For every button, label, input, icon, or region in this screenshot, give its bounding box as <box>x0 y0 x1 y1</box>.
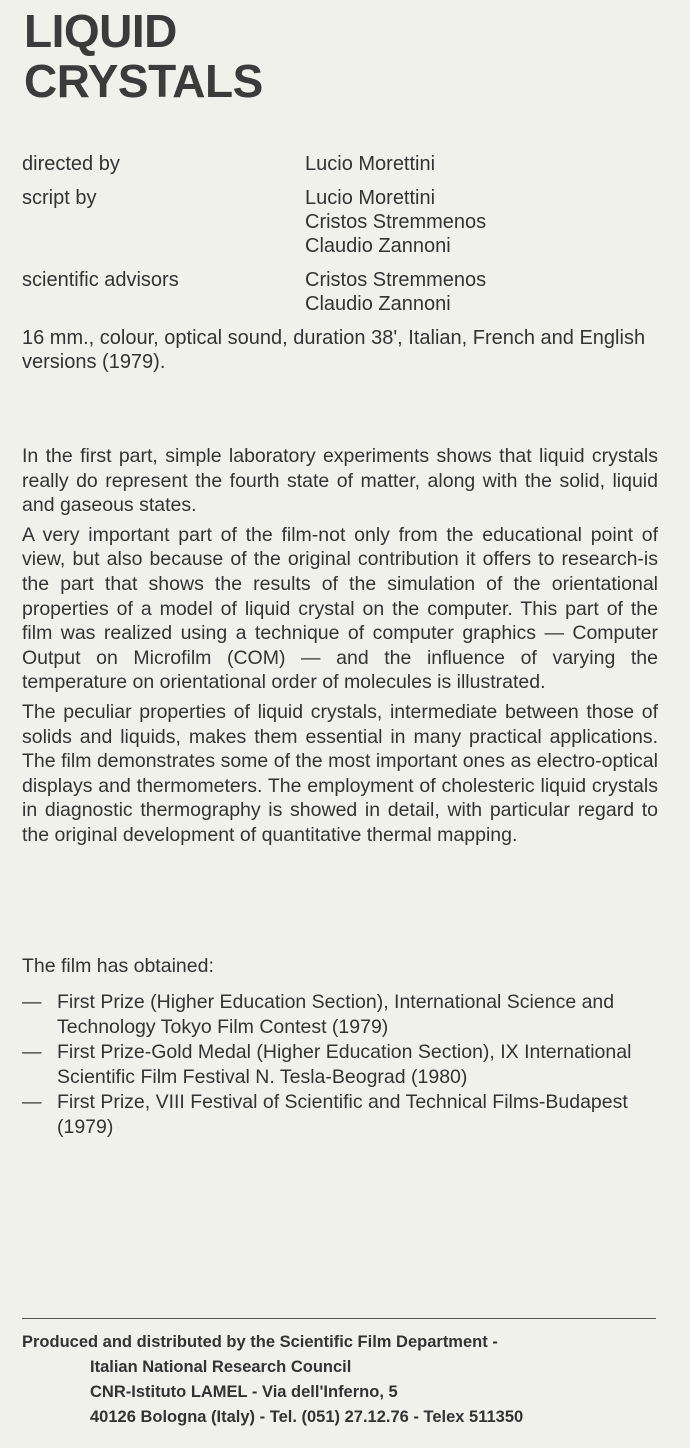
footer-line-contact: 40126 Bologna (Italy) - Tel. (051) 27.12.76 - Telex 511350 <box>90 1408 524 1426</box>
credit-row-scientific-advisors <box>22 268 662 316</box>
award-text: First Prize (Higher Education Section), International Science and Technology Tokyo Film Contest (1979) <box>57 991 615 1038</box>
credit-row-script-by <box>22 186 662 258</box>
award-dash: — <box>22 1091 42 1114</box>
credit-label: scientific advisors <box>22 269 179 291</box>
credit-name: Lucio Morettini <box>305 153 436 175</box>
credits-block <box>22 152 662 326</box>
footer-line-producer: Produced and distributed by the Scientific Film Department - <box>22 1333 498 1351</box>
producer-footer <box>22 1330 662 1430</box>
description-paragraph: A very important part of the film-not only from the educational point of view, but also because of the original contribution it offers to research-is the part that shows the results of the simulation of the orientational properties of a model of liquid crystal on the computer. This part of the film was realized using a technique of computer graphics — Computer Output on Microfilm (COM) — and the influence of varying the temperature on orientational order of molecules is illustrated. <box>22 523 658 694</box>
awards-list <box>22 990 658 1141</box>
credit-name: Lucio Morettini <box>305 187 436 209</box>
credit-name: Cristos Stremmenos <box>305 269 487 291</box>
credit-names <box>305 186 486 258</box>
award-text: First Prize, VIII Festival of Scientific and Technical Films-Budapest (1979) <box>57 1091 628 1138</box>
footer-divider <box>22 1318 656 1319</box>
film-title <box>24 6 263 106</box>
award-item <box>22 990 658 1039</box>
awards-intro: The film has obtained: <box>22 955 214 977</box>
credit-label: directed by <box>22 153 120 175</box>
film-title-line-2: CRYSTALS <box>24 55 263 107</box>
award-item <box>22 1090 658 1139</box>
technical-specs: 16 mm., colour, optical sound, duration 38', Italian, French and English versions (1979). <box>22 327 646 373</box>
footer-line-council: Italian National Research Council <box>90 1358 352 1376</box>
award-text: First Prize-Gold Medal (Higher Education Section), IX International Scientific Film Festival N. Tesla-Beograd (1980) <box>57 1041 632 1088</box>
film-title-line-1: LIQUID <box>24 5 177 57</box>
description-paragraph: The peculiar properties of liquid crystals, intermediate between those of solids and liquids, makes them essential in many practical applications. The film demonstrates some of the most important ones as electro-optical displays and thermometers. The employment of cholesteric liquid crystals in diagnostic thermography is showed in detail, with particular regard to the original development of quantitative thermal mapping. <box>22 700 658 846</box>
award-dash: — <box>22 991 42 1013</box>
credit-names <box>305 152 435 176</box>
credit-name: Claudio Zannoni <box>305 293 451 315</box>
description <box>22 444 658 853</box>
credit-name: Cristos Stremmenos <box>305 211 487 233</box>
credit-row-directed-by <box>22 152 662 176</box>
description-paragraph: In the first part, simple laboratory experiments shows that liquid crystals really do represent the fourth state of matter, along with the solid, liquid and gaseous states. <box>22 445 658 517</box>
credit-names <box>305 268 486 316</box>
credit-label: script by <box>22 187 97 209</box>
award-item <box>22 1040 658 1089</box>
footer-line-address: CNR-Istituto LAMEL - Via dell'Inferno, 5 <box>90 1383 398 1401</box>
award-dash: — <box>22 1041 42 1064</box>
credit-name: Claudio Zannoni <box>305 235 451 257</box>
